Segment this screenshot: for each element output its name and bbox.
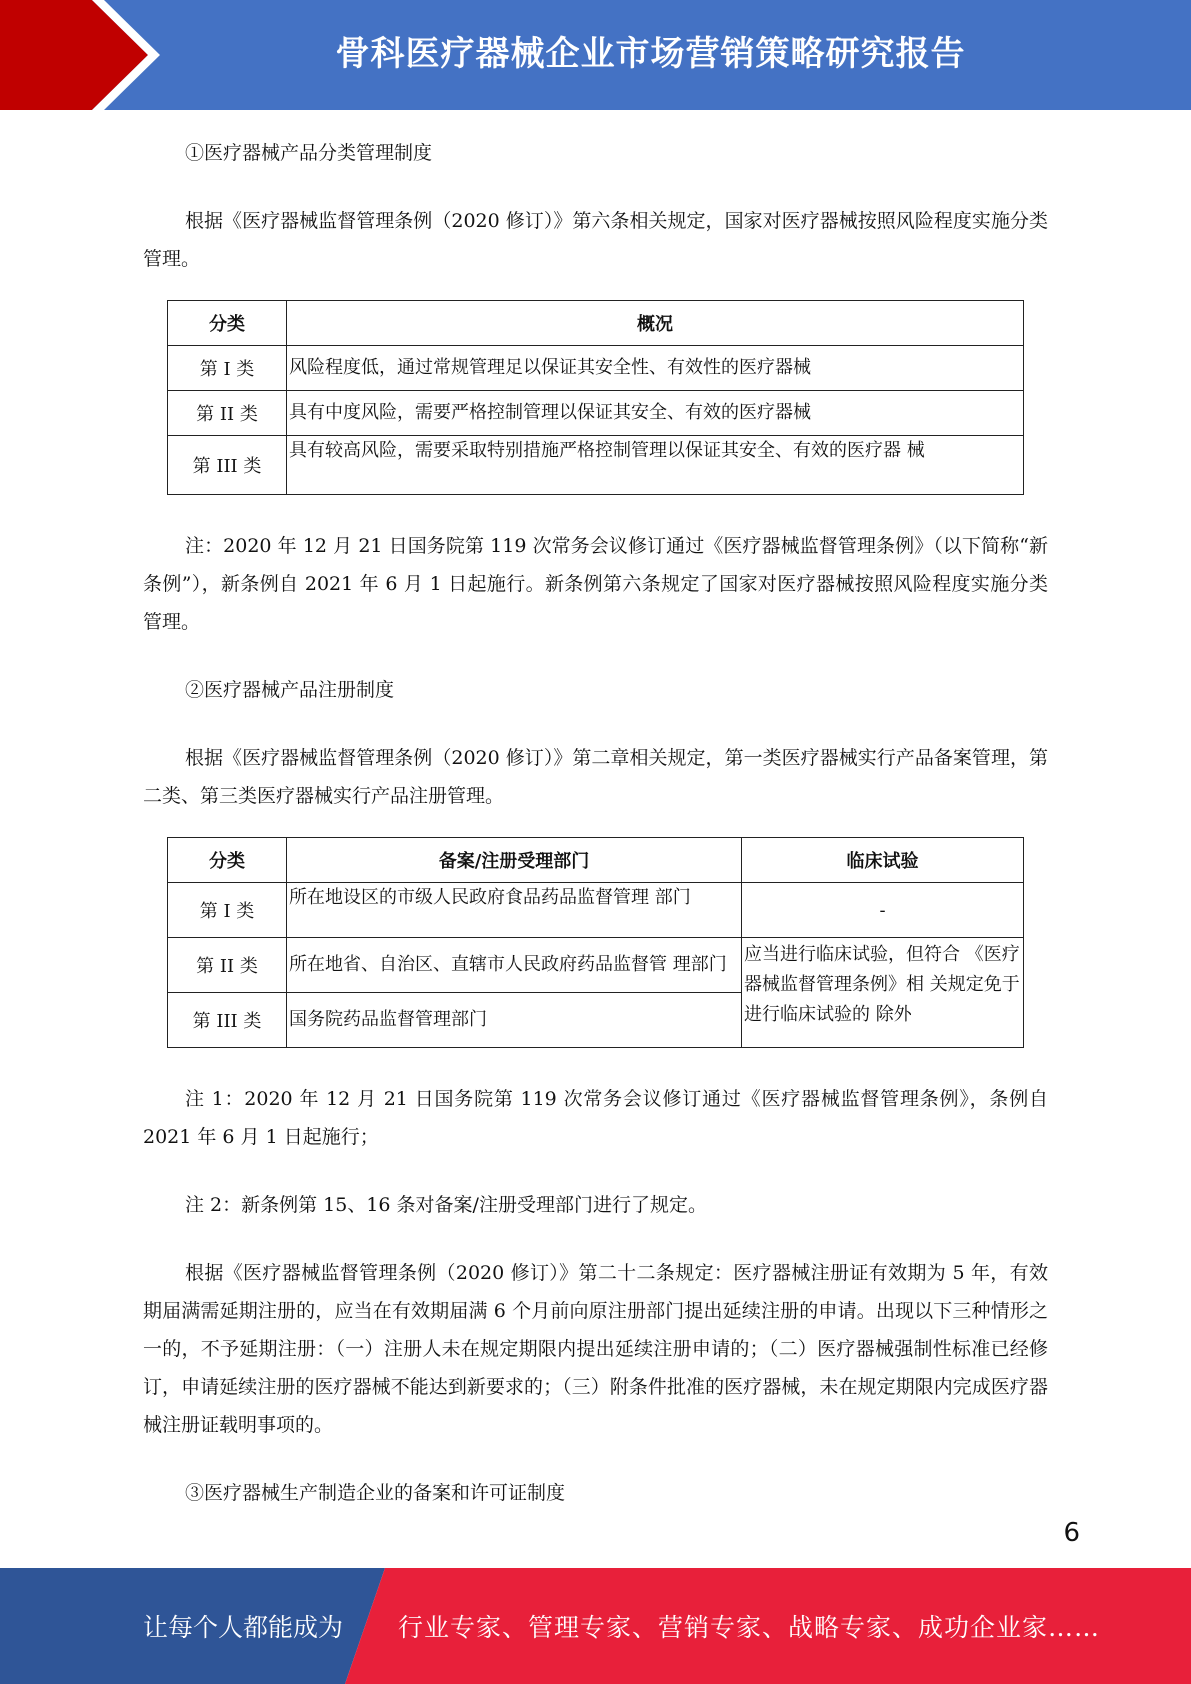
table-header-row	[168, 838, 1024, 883]
row-overview: 风险程度低，通过常规管理足以保证其安全性、有效性的医疗器械	[287, 346, 1024, 391]
registration-note-2: 注 2：新条例第 15、16 条对备案/注册受理部门进行了规定。	[185, 1194, 707, 1216]
registration-note-1: 注 1：2020 年 12 月 21 日国务院第 119 次常务会议修订通过《医疗器械监督管理条例》，条例自 2021 年 6 月 1 日起施行；	[143, 1088, 1048, 1148]
row-category: 第 III 类	[168, 993, 287, 1048]
page-footer	[0, 1568, 1191, 1684]
classification-intro: 根据《医疗器械监督管理条例（2020 修订）》第六条相关规定，国家对医疗器械按照风险程度实施分类管理。	[143, 210, 1048, 270]
registration-intro: 根据《医疗器械监督管理条例（2020 修订）》第二章相关规定，第一类医疗器械实行产品备案管理，第二类、第三类医疗器械实行产品注册管理。	[143, 747, 1048, 807]
section-heading-registration: ②医疗器械产品注册制度	[185, 679, 395, 701]
row-department: 国务院药品监督管理部门	[287, 993, 742, 1048]
row-department: 所在地设区的市级人民政府食品药品监督管理 部门	[287, 883, 742, 938]
main-content	[143, 134, 1048, 1512]
table-row	[168, 346, 1024, 391]
row-category: 第 III 类	[168, 436, 287, 495]
merged-clinical-trial: 应当进行临床试验，但符合 《医疗器械监督管理条例》相 关规定免于进行临床试验的 除外	[742, 938, 1024, 1048]
row-department: 所在地省、自治区、直辖市人民政府药品监督管 理部门	[287, 938, 742, 993]
page-number: 6	[1063, 1518, 1080, 1548]
table-row	[168, 436, 1024, 495]
row-category: 第 I 类	[168, 883, 287, 938]
table-row	[168, 883, 1024, 938]
col-header-category: 分类	[168, 301, 287, 346]
footer-slogan-right: 行业专家、管理专家、营销专家、战略专家、成功企业家……	[398, 1613, 1101, 1642]
table-row	[168, 938, 1024, 993]
section-heading-manufacturing: ③医疗器械生产制造企业的备案和许可证制度	[185, 1482, 566, 1504]
col-header-department: 备案/注册受理部门	[287, 838, 742, 883]
table-header-row	[168, 301, 1024, 346]
registration-table	[167, 837, 1024, 1048]
row-category: 第 II 类	[168, 391, 287, 436]
col-header-clinical-trial: 临床试验	[742, 838, 1024, 883]
row-category: 第 II 类	[168, 938, 287, 993]
col-header-category: 分类	[168, 838, 287, 883]
col-header-overview: 概况	[287, 301, 1024, 346]
row-clinical-trial: -	[742, 883, 1024, 938]
footer-slogan-left: 让每个人都能成为	[143, 1613, 344, 1642]
page-header	[0, 0, 1191, 110]
row-overview: 具有中度风险，需要严格控制管理以保证其安全、有效的医疗器械	[287, 391, 1024, 436]
row-category: 第 I 类	[168, 346, 287, 391]
table-row	[168, 391, 1024, 436]
section-heading-classification: ①医疗器械产品分类管理制度	[185, 142, 433, 164]
classification-table	[167, 300, 1024, 495]
renewal-paragraph: 根据《医疗器械监督管理条例（2020 修订）》第二十二条规定：医疗器械注册证有效期为 5 年，有效期届满需延期注册的，应当在有效期届满 6 个月前向原注册部门提出延续注册的申请。出现以下三种情形之一的，不予延期注册：（一）注册人未在规定期限内提出延续注册申请的；（二）医疗器械强制性标准已经修订，申请延续注册的医疗器械不能达到新要求的；（三）附条件批准的医疗器械，未在规定期限内完成医疗器械注册证载明事项的。	[143, 1262, 1048, 1436]
report-title: 骨科医疗器械企业市场营销策略研究报告	[335, 34, 966, 74]
row-overview: 具有较高风险，需要采取特别措施严格控制管理以保证其安全、有效的医疗器 械	[287, 436, 1024, 495]
classification-note: 注：2020 年 12 月 21 日国务院第 119 次常务会议修订通过《医疗器械监督管理条例》（以下简称“新条例”），新条例自 2021 年 6 月 1 日起施行。新条例第六条规定了国家对医疗器械按照风险程度实施分类管理。	[143, 535, 1048, 633]
